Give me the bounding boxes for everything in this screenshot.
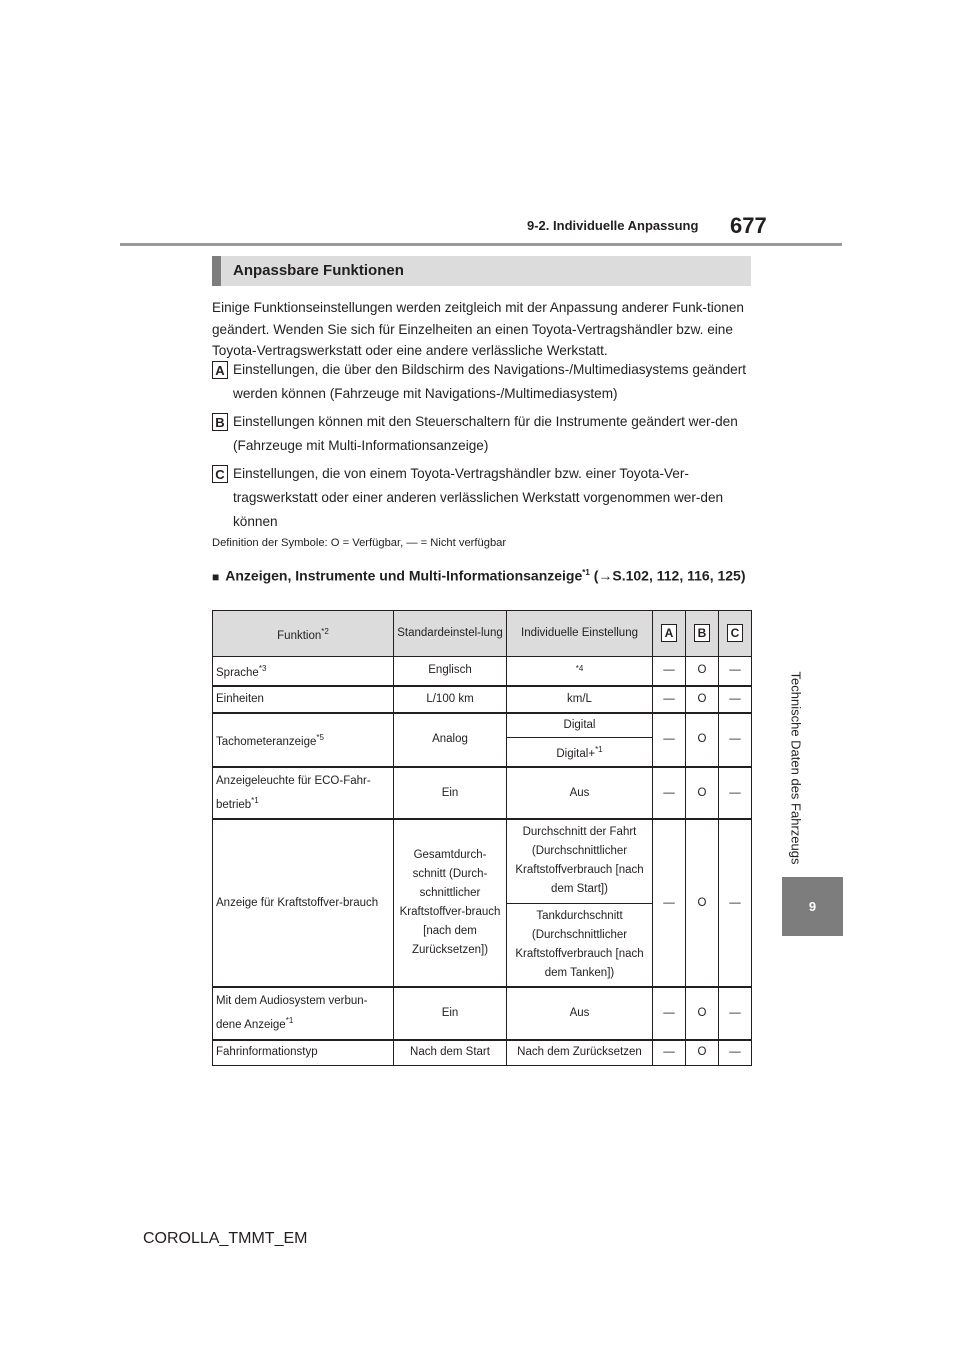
- letter-a-icon: A: [661, 624, 677, 642]
- table-row: Anzeigeleuchte für ECO-Fahr-betrieb$^{*1}$ Ein Aus — O —: [213, 767, 752, 819]
- letter-b-icon: B: [212, 413, 228, 431]
- section-title-box: [212, 256, 751, 286]
- table-header-row: [213, 611, 752, 657]
- table-row: Fahrinformationstyp Nach dem Start Nach dem Zurücksetzen — O —: [213, 1040, 752, 1065]
- side-tab-chapter-title: Technische Daten des Fahrzeugs: [788, 671, 804, 864]
- header-custom: Individuelle Einstellung: [507, 611, 653, 657]
- table-row: Mit dem Audiosystem verbun-dene Anzeige$^{*1}$ Ein Aus — O —: [213, 987, 752, 1040]
- letter-b-icon: B: [694, 624, 710, 642]
- item-text: Einstellungen können mit den Steuerschaltern für die Instrumente geändert wer-den (Fahrzeuge mit Multi-Informationsanzeige): [233, 414, 738, 453]
- header-c: [719, 611, 752, 657]
- section-title: Anpassbare Funktionen: [233, 262, 404, 279]
- page-number: 677: [730, 213, 767, 238]
- header-default: Standardeinstel-lung: [394, 611, 507, 657]
- letter-a-icon: A: [212, 361, 228, 379]
- table-row: Digital+$^{*1}$: [213, 738, 752, 767]
- symbol-definition: Definition der Symbole: O = Verfügbar, — = Nicht verfügbar: [212, 537, 507, 549]
- header-function: Funktion$^{*2}$: [213, 611, 394, 657]
- table-row: Sprache$^{*3}$ Englisch $^{*4}$ — O —: [213, 657, 752, 686]
- header-b: [686, 611, 719, 657]
- header-divider: [120, 243, 842, 246]
- side-tab-chapter-number: 9: [782, 877, 843, 936]
- letter-c-icon: C: [212, 465, 228, 483]
- subsection-heading: ■ Anzeigen, Instrumente und Multi-Informationsanzeige$^{*1}$ (→S.102, 112, 116, 125): [212, 567, 746, 584]
- table-row: Tachometeranzeige$^{*5}$ Analog Digital — O —: [213, 713, 752, 738]
- table-row: Einheiten L/100 km km/L — O —: [213, 686, 752, 713]
- footer-code: COROLLA_TMMT_EM: [143, 1230, 308, 1247]
- settings-table: [212, 610, 752, 1066]
- intro-paragraph: Einige Funktionseinstellungen werden zeitgleich mit der Anpassung anderer Funk-tionen geändert. Wenden Sie sich für Einzelheiten an einen Toyota-Vertragshändler bzw. eine Toyota-Vertragswerkstatt oder eine andere verlässliche Werkstatt.: [212, 300, 744, 358]
- header-a: [653, 611, 686, 657]
- letter-c-icon: C: [727, 624, 743, 642]
- header-section-title: 9-2. Individuelle Anpassung: [527, 218, 699, 233]
- table-row: Anzeige für Kraftstoffver-brauch Gesamtdurch-schnitt (Durch-schnittlicher Kraftstoffver-brauch [nach dem Zurücksetzen]) Durchschnitt der Fahrt (Durchschnittlicher Kraftstoffverbrauch [nach dem Start]) — O —: [213, 819, 752, 903]
- item-text: Einstellungen, die von einem Toyota-Vertragshändler bzw. einer Toyota-Ver-tragswerkstatt oder einer anderen verlässlichen Werkstatt vorgenommen wer-den können: [233, 466, 724, 529]
- item-text: Einstellungen, die über den Bildschirm des Navigations-/Multimediasystems geändert werden können (Fahrzeuge mit Navigations-/Multimediasystem): [233, 362, 747, 401]
- square-bullet-icon: ■: [212, 569, 220, 584]
- table-row: Tankdurchschnitt (Durchschnittlicher Kraftstoffverbrauch [nach dem Tanken]): [213, 903, 752, 987]
